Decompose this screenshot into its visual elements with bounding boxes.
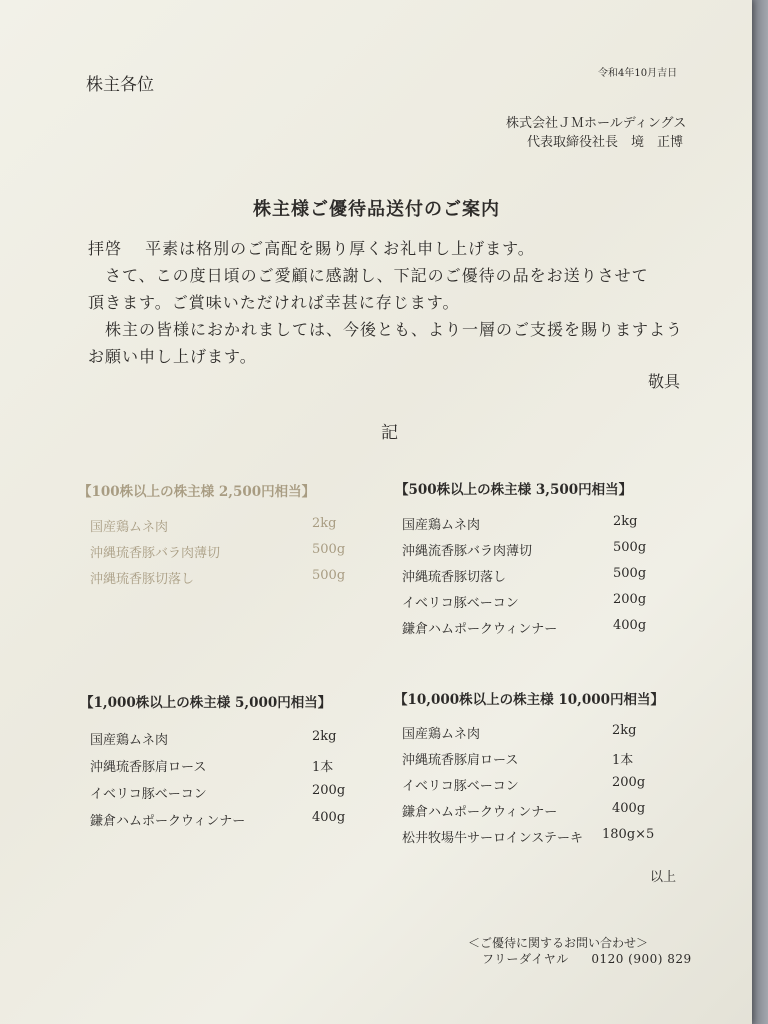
item-qty: 2kg [312,516,337,531]
item-name: イベリコ豚ベーコン [402,779,519,794]
closing-word: 敬具 [648,372,681,391]
item-qty: 400g [613,618,647,633]
item-qty: 180g×5 [602,827,655,842]
end-mark: 以上 [650,870,677,885]
item-name: 沖縄流香豚バラ肉薄切 [402,544,533,559]
item-name: 国産鶏ムネ肉 [402,518,481,533]
item-name: 鎌倉ハムポークウィンナー [402,805,558,820]
item-name: 鎌倉ハムポークウィンナー [90,814,246,829]
document-title: 株主様ご優待品送付のご案内 [253,199,500,220]
ki-heading: 記 [381,423,398,443]
phone-number: 0120 (900) 829 [591,952,692,966]
item-qty: 200g [312,783,346,798]
item-name: 国産鶏ムネ肉 [90,520,169,535]
item-qty: 2kg [612,723,637,738]
company-name: 株式会社ＪＭホールディングス [506,116,687,131]
contact-heading: ＜ご優待に関するお問い合わせ＞ [468,936,649,950]
item-name: 沖縄琉香豚切落し [90,572,195,587]
item-name: 沖縄琉香豚切落し [402,570,507,585]
item-name: 松井牧場牛サーロインステーキ [402,831,583,846]
item-name: 沖縄琉香豚バラ肉薄切 [90,546,221,561]
phone-label: フリーダイヤル [482,952,569,966]
item-name: 国産鶏ムネ肉 [402,727,481,742]
item-qty: 1本 [312,760,334,775]
section-heading-100: 【100株以上の株主様 2,500円相当】 [78,484,316,500]
item-qty: 2kg [312,729,337,744]
item-name: 鎌倉ハムポークウィンナー [402,622,558,637]
section-heading-1000: 【1,000株以上の株主様 5,000円相当】 [80,695,332,711]
item-name: 国産鶏ムネ肉 [90,733,169,748]
body-line: さて、この度日頃のご愛顧に感謝し、下記のご優待の品をお送りさせて [88,266,649,285]
item-qty: 200g [613,592,647,607]
item-name: イベリコ豚ベーコン [402,596,519,611]
item-qty: 500g [312,542,346,557]
section-heading-10000: 【10,000株以上の株主様 10,000円相当】 [394,692,665,708]
item-qty: 400g [612,801,646,816]
date: 令和4年10月吉日 [598,68,678,79]
body-line: 頂きます。ご賞味いただければ幸甚に存じます。 [88,293,460,312]
contact-phone-line [482,950,692,967]
item-qty: 500g [613,566,647,581]
item-qty: 200g [612,775,646,790]
body-line: お願い申し上げます。 [88,347,257,366]
ceo-name: 代表取締役社長 境 正博 [527,135,684,150]
body-line: 株主の皆様におかれましては、今後とも、より一層のご支援を賜りますよう [88,320,684,339]
salutation: 株主各位 [86,75,154,95]
item-qty: 400g [312,810,346,825]
item-qty: 500g [312,568,346,583]
item-qty: 2kg [613,514,638,529]
item-qty: 500g [613,540,647,555]
background-edge [752,0,768,1024]
section-heading-500: 【500株以上の株主様 3,500円相当】 [395,482,633,498]
item-name: イベリコ豚ベーコン [90,787,207,802]
item-name: 沖縄琉香豚肩ロース [402,753,519,768]
item-qty: 1本 [612,753,634,768]
body-line: 拝啓 平素は格別のご高配を賜り厚くお礼申し上げます。 [88,239,535,258]
item-name: 沖縄琉香豚肩ロース [90,760,207,775]
